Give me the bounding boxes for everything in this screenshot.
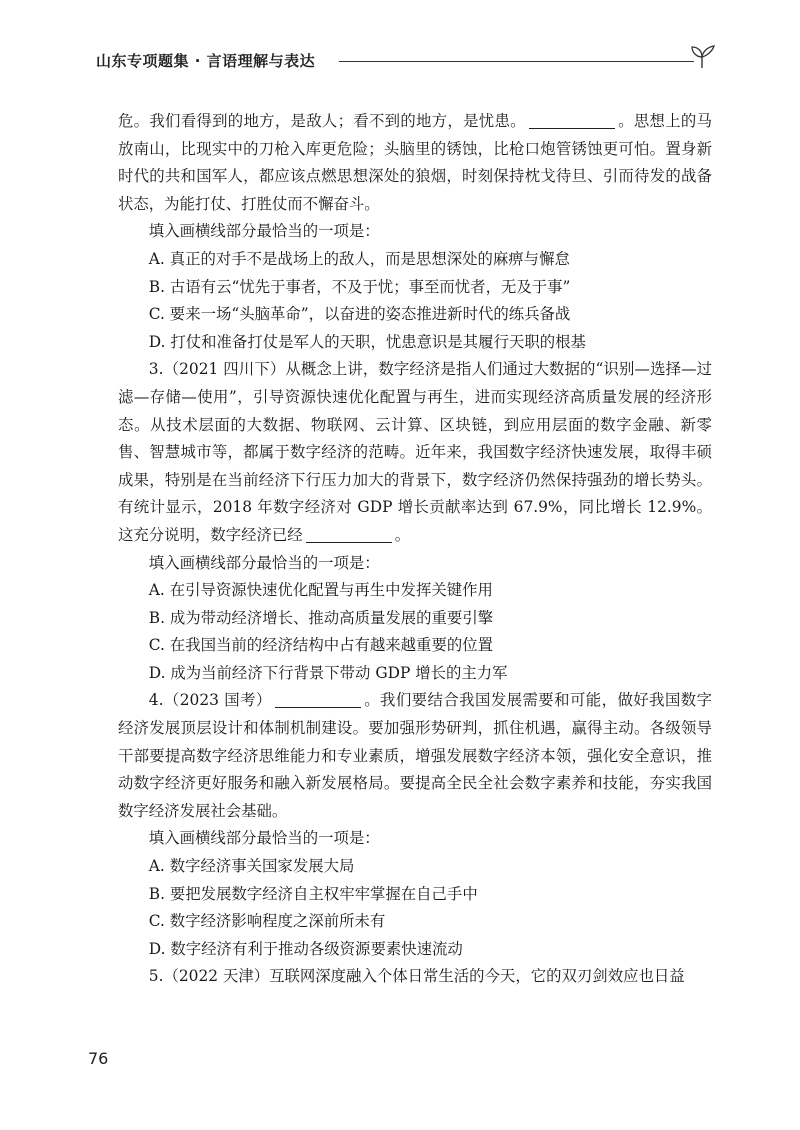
question-3-end: 。 (394, 525, 411, 544)
question-4-passage (118, 687, 712, 825)
option-c: C. 在我国当前的经济结构中占有越来越重要的位置 (148, 636, 494, 655)
option-b: B. 古语有云“忧先于事者，不及于忧；事至而忧者，无及于事” (148, 277, 571, 296)
question-3-text: 3.（2021 四川下）从概念上讲，数字经济是指人们通过大数据的“识别—选择—过滤—存储—使用”，引导资源快速优化配置与再生，进而实现经济高质量发展的经济形态。从技术层面的大数据、物联网、云计算、区块链，到应用层面的数字金融、新零售、智慧城市等，都属于数字经济的范畴。近年来，我国数字经济快速发展，取得丰硕成果，特别是在当前经济下行压力加大的背景下，数字经济仍然保持强劲的增长势头。有统计显示，2018 年数字经济对 GDP 增长贡献率达到 67.9%，同比增长 12.9%。这充分说明，数字经济已经 (118, 360, 712, 544)
page-content (118, 108, 712, 991)
answer-blank (306, 526, 392, 543)
question-prompt: 填入画横线部分最恰当的一项是： (148, 829, 380, 848)
page-number: 76 (88, 1049, 109, 1068)
option-b: B. 成为带动经济增长、推动高质量发展的重要引擎 (148, 608, 494, 627)
question-4-prefix: 4.（2023 国考） (148, 691, 272, 710)
option-a: A. 数字经济事关国家发展大局 (148, 857, 355, 876)
answer-blank (529, 112, 615, 129)
intro-text-2: 。思想上的马放南山，比现实中的刀枪入库更危险；头脑里的锈蚀，比枪口炮管锈蚀更可怕。置身新时代的共和国军人，都应该点燃思想深处的狼烟，时刻保持枕戈待旦、引而待发的战备状态，为能打仗、打胜仗而不懈奋斗。 (118, 112, 712, 213)
answer-blank (275, 691, 361, 708)
question-4-text: 。我们要结合我国发展需要和可能，做好我国数字经济发展顶层设计和体制机制建设。要加强形势研判，抓住机遇，赢得主动。各级领导干部要提高数字经济思维能力和专业素质，增强发展数字经济本领，强化安全意识，推动数字经济更好服务和融入新发展格局。要提高全民全社会数字素养和技能，夯实我国数字经济发展社会基础。 (118, 691, 712, 820)
option-d: D. 打仗和准备打仗是军人的天职，忧患意识是其履行天职的根基 (148, 332, 586, 351)
option-a: A. 在引导资源快速优化配置与再生中发挥关键作用 (148, 581, 493, 600)
option-b: B. 要把发展数字经济自主权牢牢掌握在自己手中 (148, 884, 478, 903)
question-prompt: 填入画横线部分最恰当的一项是： (148, 222, 380, 241)
option-c: C. 要来一场“头脑革命”，以奋进的姿态推进新时代的练兵备战 (148, 305, 571, 324)
option-a: A. 真正的对手不是战场上的敌人，而是思想深处的麻痹与懈怠 (148, 249, 570, 268)
question-prompt: 填入画横线部分最恰当的一项是： (148, 553, 380, 572)
running-header (96, 44, 716, 74)
intro-text-1: 危。我们看得到的地方，是敌人；看不到的地方，是忧患。 (118, 112, 526, 130)
option-d: D. 数字经济有利于推动各级资源要素快速流动 (148, 939, 463, 958)
header-title: 山东专项题集 · 言语理解与表达 (96, 52, 316, 70)
leaf-sprout-icon (688, 44, 718, 70)
option-d: D. 成为当前经济下行背景下带动 GDP 增长的主力军 (148, 663, 508, 682)
header-rule (339, 61, 694, 62)
intro-passage (118, 108, 712, 218)
question-5-passage: 5.（2022 天津）互联网深度融入个体日常生活的今天，它的双刃剑效应也日益 (148, 967, 685, 986)
question-3-passage (118, 356, 712, 549)
option-c: C. 数字经济影响程度之深前所未有 (148, 912, 386, 931)
